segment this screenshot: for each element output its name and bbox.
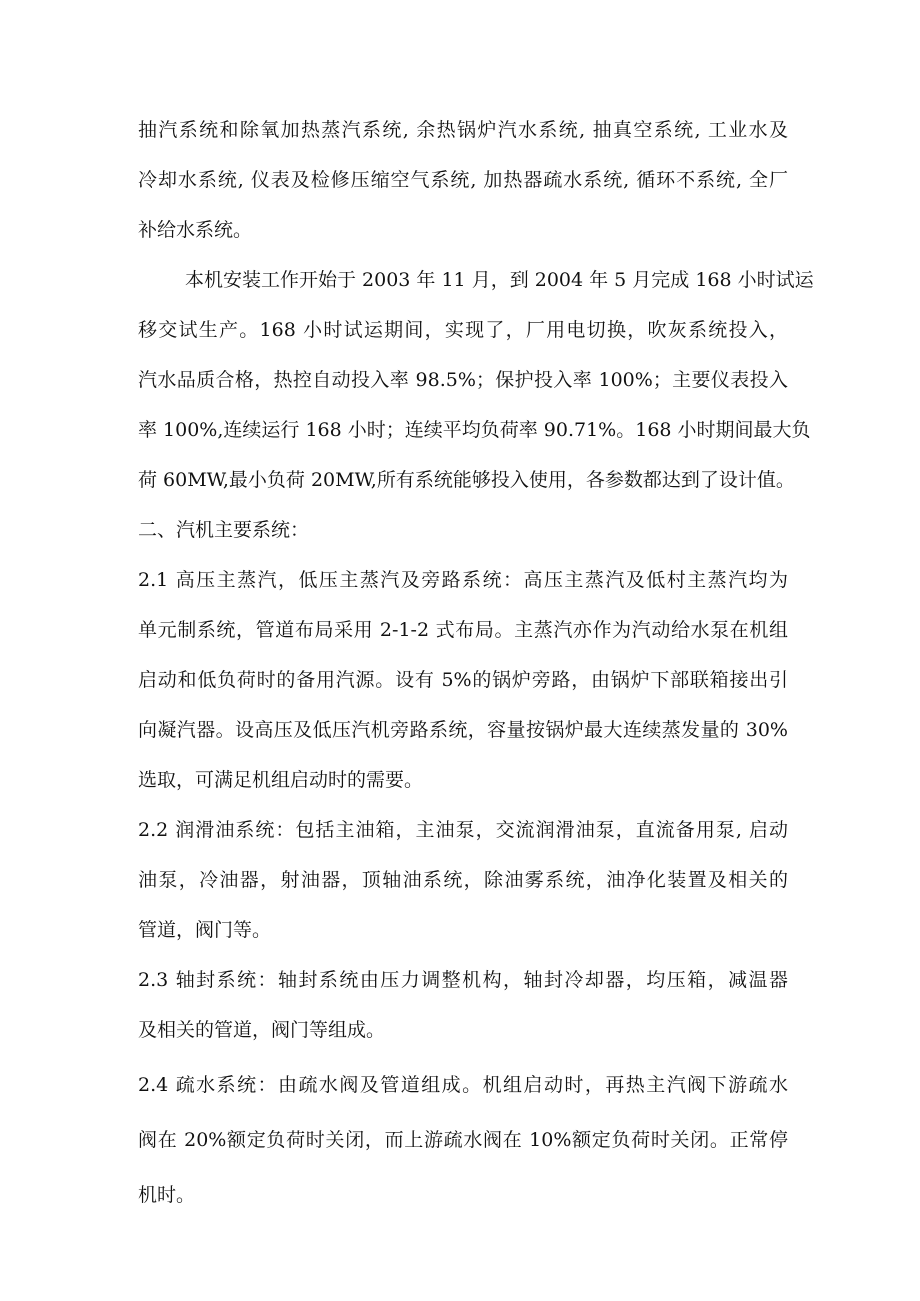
text-line: 2.4 疏水系统：由疏水阀及管道组成。机组启动时，再热主汽阀下游疏水 (138, 1074, 788, 1096)
text-line: 2.3 轴封系统：轴封系统由压力调整机构，轴封冷却器，均压箱，减温器 (138, 969, 788, 991)
text-line: 补给水系统。 (138, 219, 253, 241)
text-line: 机时。 (138, 1184, 196, 1206)
text-line: 2.2 润滑油系统：包括主油箱，主油泵，交流润滑油泵，直流备用泵, 启动 (138, 819, 788, 841)
text-line: 率 100%,连续运行 168 小时；连续平均负荷率 90.71%。168 小时期间最大负 (138, 419, 811, 441)
text-line: 2.1 高压主蒸汽，低压主蒸汽及旁路系统：高压主蒸汽及低村主蒸汽均为 (138, 569, 788, 591)
text-line: 抽汽系统和除氧加热蒸汽系统, 余热锅炉汽水系统, 抽真空系统, 工业水及 (138, 119, 788, 141)
text-line: 移交试生产。168 小时试运期间，实现了，厂用电切换，吹灰系统投入， (138, 319, 788, 341)
text-line: 向凝汽器。设高压及低压汽机旁路系统，容量按锅炉最大连续蒸发量的 30% (138, 719, 788, 741)
text-line: 冷却水系统, 仪表及检修压缩空气系统, 加热器疏水系统, 循环不系统, 全厂 (138, 169, 788, 191)
text-line: 及相关的管道，阀门等组成。 (138, 1019, 386, 1041)
text-line: 选取，可满足机组启动时的需要。 (138, 769, 424, 791)
text-line: 启动和低负荷时的备用汽源。设有 5%的锅炉旁路，由锅炉下部联箱接出引 (138, 669, 788, 691)
text-line: 阀在 20%额定负荷时关闭，而上游疏水阀在 10%额定负荷时关闭。正常停 (138, 1129, 788, 1151)
text-line: 汽水品质合格，热控自动投入率 98.5%；保护投入率 100%；主要仪表投入 (138, 369, 788, 391)
text-line: 本机安装工作开始于 2003 年 11 月，到 2004 年 5 月完成 168 小时试运 (185, 269, 814, 291)
text-line: 单元制系统，管道布局采用 2-1-2 式布局。主蒸汽亦作为汽动给水泵在机组 (138, 619, 788, 641)
section-heading: 二、汽机主要系统： (138, 519, 310, 541)
text-line: 荷 60MW,最小负荷 20MW,所有系统能够投入使用，各参数都达到了设计值。 (138, 469, 795, 491)
text-line: 管道，阀门等。 (138, 919, 272, 941)
text-line: 油泵，冷油器，射油器，顶轴油系统，除油雾系统，油净化装置及相关的 (138, 869, 788, 891)
